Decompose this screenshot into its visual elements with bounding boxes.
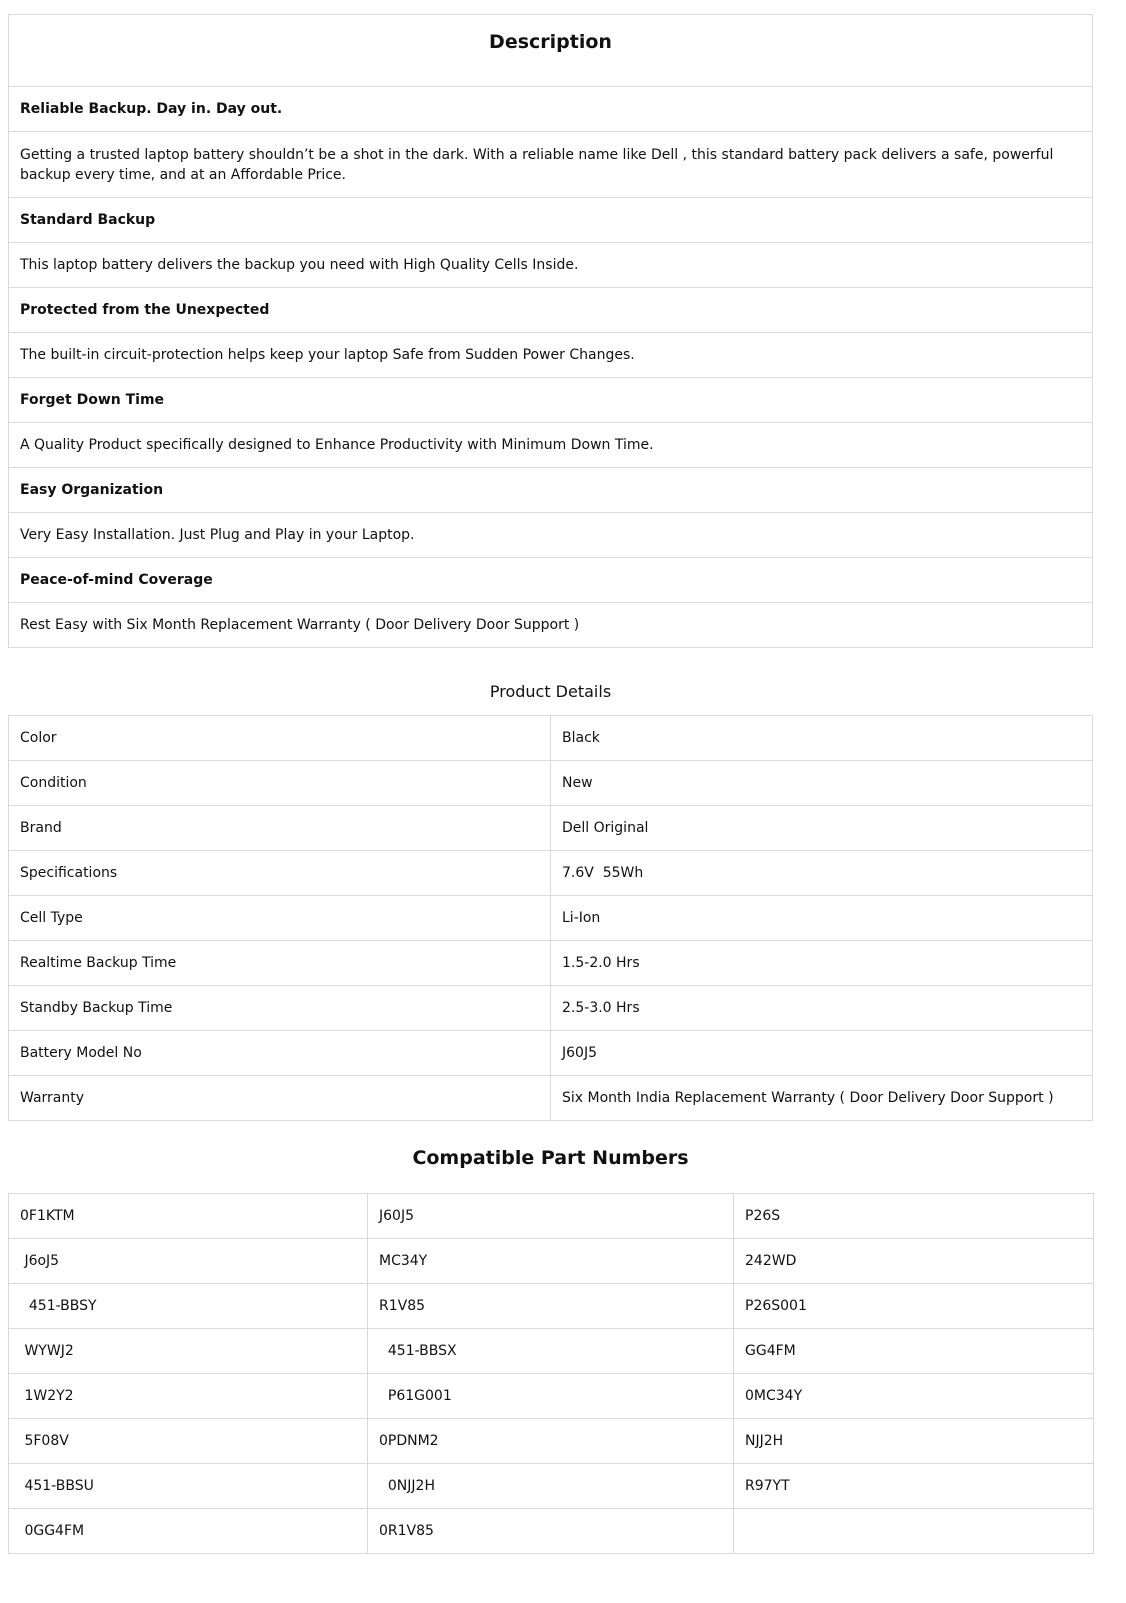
detail-key: Battery Model No — [9, 1031, 551, 1076]
table-row — [9, 1194, 1094, 1239]
part-number-cell: GG4FM — [734, 1329, 1094, 1374]
product-details-title: Product Details — [489, 682, 612, 701]
detail-value: Li-Ion — [551, 896, 1093, 941]
part-number-cell: NJJ2H — [734, 1419, 1094, 1464]
section-heading: Peace-of-mind Coverage — [9, 558, 1093, 603]
detail-key: Condition — [9, 761, 551, 806]
detail-value: New — [551, 761, 1093, 806]
description-title: Description — [9, 15, 1093, 87]
part-number-cell: 0PDNM2 — [368, 1419, 734, 1464]
table-row — [9, 761, 1093, 806]
table-row — [9, 941, 1093, 986]
description-table — [8, 14, 1093, 648]
detail-value: 7.6V 55Wh — [551, 851, 1093, 896]
detail-value: J60J5 — [551, 1031, 1093, 1076]
part-number-cell: R1V85 — [368, 1284, 734, 1329]
section-text: Getting a trusted laptop battery shouldn’t be a shot in the dark. With a reliable name like Dell , this standard battery pack delivers a safe, powerful backup every time, and at an Affordable Price. — [9, 132, 1093, 198]
detail-key: Cell Type — [9, 896, 551, 941]
table-row — [9, 1464, 1094, 1509]
part-number-cell: 0NJJ2H — [368, 1464, 734, 1509]
table-row — [9, 806, 1093, 851]
section-heading: Easy Organization — [9, 468, 1093, 513]
section-text: The built-in circuit-protection helps keep your laptop Safe from Sudden Power Changes. — [9, 333, 1093, 378]
compatible-parts-table — [8, 1193, 1094, 1554]
part-number-cell: 451-BBSX — [368, 1329, 734, 1374]
table-row — [9, 1419, 1094, 1464]
section-text: This laptop battery delivers the backup you need with High Quality Cells Inside. — [9, 243, 1093, 288]
part-number-cell: 0F1KTM — [9, 1194, 368, 1239]
detail-value: Six Month India Replacement Warranty ( Door Delivery Door Support ) — [551, 1076, 1093, 1121]
table-row — [9, 1374, 1094, 1419]
section-text: Rest Easy with Six Month Replacement Warranty ( Door Delivery Door Support ) — [9, 603, 1093, 648]
section-heading: Protected from the Unexpected — [9, 288, 1093, 333]
part-number-cell: 0R1V85 — [368, 1509, 734, 1554]
part-number-cell: 242WD — [734, 1239, 1094, 1284]
part-number-cell: J60J5 — [368, 1194, 734, 1239]
detail-key: Specifications — [9, 851, 551, 896]
part-number-cell: 5F08V — [9, 1419, 368, 1464]
section-heading: Reliable Backup. Day in. Day out. — [9, 87, 1093, 132]
part-number-cell: J6oJ5 — [9, 1239, 368, 1284]
part-number-cell: WYWJ2 — [9, 1329, 368, 1374]
part-number-cell: MC34Y — [368, 1239, 734, 1284]
table-row — [9, 986, 1093, 1031]
table-row — [9, 1284, 1094, 1329]
product-details-table — [8, 715, 1093, 1121]
detail-value: 2.5-3.0 Hrs — [551, 986, 1093, 1031]
section-text: A Quality Product specifically designed to Enhance Productivity with Minimum Down Time. — [9, 423, 1093, 468]
detail-value: 1.5-2.0 Hrs — [551, 941, 1093, 986]
part-number-cell: P26S001 — [734, 1284, 1094, 1329]
detail-key: Brand — [9, 806, 551, 851]
detail-key: Color — [9, 716, 551, 761]
detail-key: Warranty — [9, 1076, 551, 1121]
part-number-cell: 1W2Y2 — [9, 1374, 368, 1419]
part-number-cell: P61G001 — [368, 1374, 734, 1419]
section-text: Very Easy Installation. Just Plug and Play in your Laptop. — [9, 513, 1093, 558]
table-row — [9, 1509, 1094, 1554]
part-number-cell: 0GG4FM — [9, 1509, 368, 1554]
table-row — [9, 851, 1093, 896]
detail-value: Dell Original — [551, 806, 1093, 851]
page-content — [8, 14, 1093, 1554]
table-row — [9, 1031, 1093, 1076]
part-number-cell: 0MC34Y — [734, 1374, 1094, 1419]
part-number-cell: 451-BBSY — [9, 1284, 368, 1329]
table-row — [9, 716, 1093, 761]
compatible-parts-title: Compatible Part Numbers — [412, 1147, 689, 1169]
part-number-cell: 451-BBSU — [9, 1464, 368, 1509]
detail-key: Realtime Backup Time — [9, 941, 551, 986]
table-row — [9, 1329, 1094, 1374]
table-row — [9, 1239, 1094, 1284]
part-number-cell: R97YT — [734, 1464, 1094, 1509]
table-row — [9, 896, 1093, 941]
part-number-cell — [734, 1509, 1094, 1554]
part-number-cell: P26S — [734, 1194, 1094, 1239]
section-heading: Forget Down Time — [9, 378, 1093, 423]
section-heading: Standard Backup — [9, 198, 1093, 243]
detail-value: Black — [551, 716, 1093, 761]
detail-key: Standby Backup Time — [9, 986, 551, 1031]
table-row — [9, 1076, 1093, 1121]
